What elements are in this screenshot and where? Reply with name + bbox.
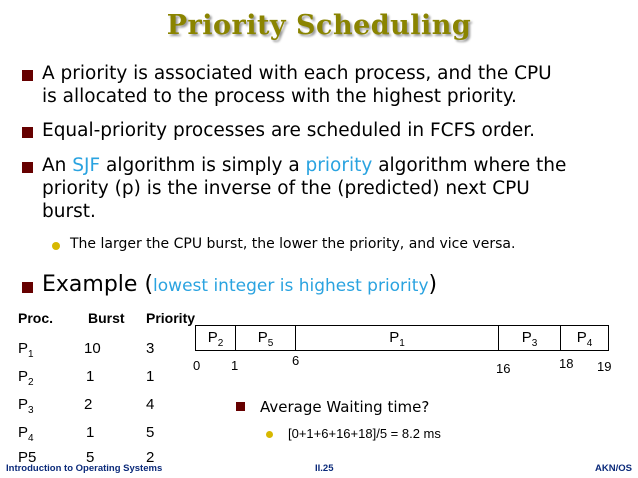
average-waiting-time-label: Average Waiting time? xyxy=(260,398,430,416)
bullet-3-text-a: An xyxy=(42,155,73,176)
gantt-cell xyxy=(499,326,561,350)
gantt-subscript: 5 xyxy=(267,338,274,349)
bullet-3-text-c: algorithm where the xyxy=(372,155,567,176)
example-note: lowest integer is highest priority xyxy=(153,276,429,296)
header-priority: Priority xyxy=(146,310,196,326)
sjf-highlight: SJF xyxy=(72,155,101,176)
row-burst: 5 xyxy=(86,449,95,466)
row-priority: 3 xyxy=(146,340,155,357)
waiting-time-calculation: [0+1+6+16+18]/5 = 8.2 ms xyxy=(288,426,441,441)
proc-name: P xyxy=(18,340,29,357)
gantt-tick: 19 xyxy=(597,359,612,374)
row-burst: 1 xyxy=(86,424,95,441)
sub-bullet: The larger the CPU burst, the lower the priority, and vice versa. xyxy=(70,236,516,252)
gantt-cell xyxy=(561,326,608,350)
bullet-3-line1 xyxy=(42,154,622,177)
gantt-cell xyxy=(196,326,236,350)
bullet-square-icon xyxy=(22,127,33,138)
proc-name: P5 xyxy=(18,449,37,466)
bullet-3-line3: burst. xyxy=(42,201,96,222)
bullet-square-icon xyxy=(22,162,33,173)
gantt-subscript: 4 xyxy=(586,338,593,349)
slide-title: Priority Scheduling xyxy=(166,10,472,41)
gantt-tick: 6 xyxy=(292,353,300,368)
proc-subscript: 4 xyxy=(28,433,34,444)
gantt-proc: P xyxy=(389,329,400,346)
bullet-1 xyxy=(42,62,622,108)
proc-name: P xyxy=(18,424,29,441)
priority-highlight: priority xyxy=(305,155,373,176)
gantt-proc: P xyxy=(207,329,218,346)
bullet-1-line2: is allocated to the process with the highest priority. xyxy=(42,86,517,107)
row-proc xyxy=(18,368,34,388)
proc-subscript: 3 xyxy=(28,405,34,416)
sub-bullet-dot-icon xyxy=(266,431,273,438)
footer-page-number: II.25 xyxy=(315,463,334,474)
gantt-chart xyxy=(195,325,609,351)
gantt-proc: P xyxy=(257,329,268,346)
row-proc xyxy=(18,340,34,360)
example-open-paren: ( xyxy=(144,272,154,297)
row-proc xyxy=(18,424,34,444)
gantt-proc: P xyxy=(521,329,532,346)
bullet-1-line1: A priority is associated with each process, and the CPU xyxy=(42,63,552,84)
gantt-cell xyxy=(236,326,296,350)
footer-author: AKN/OS xyxy=(595,463,632,474)
bullet-2: Equal-priority processes are scheduled in FCFS order. xyxy=(42,120,536,141)
gantt-tick: 1 xyxy=(231,358,239,373)
bullet-3-line2: priority (p) is the inverse of the (predicted) next CPU xyxy=(42,178,530,199)
row-burst: 2 xyxy=(84,396,93,413)
bullet-3-text-b: algorithm is simply a xyxy=(100,155,306,176)
gantt-subscript: 1 xyxy=(399,338,405,349)
bullet-square-icon xyxy=(22,70,33,81)
example-line xyxy=(42,272,437,297)
gantt-subscript: 3 xyxy=(531,338,538,349)
bullet-square-icon xyxy=(22,282,33,293)
proc-name: P xyxy=(18,396,29,413)
header-proc: Proc. xyxy=(18,310,54,326)
gantt-tick: 18 xyxy=(559,356,574,371)
header-burst: Burst xyxy=(88,310,125,326)
proc-name: P xyxy=(18,368,29,385)
gantt-cell xyxy=(296,326,499,350)
gantt-subscript: 2 xyxy=(217,338,224,349)
row-priority: 1 xyxy=(146,368,155,385)
proc-subscript: 2 xyxy=(28,377,34,388)
bullet-square-icon xyxy=(236,402,245,411)
row-burst: 10 xyxy=(84,340,101,357)
gantt-tick: 0 xyxy=(193,358,201,373)
proc-subscript: 1 xyxy=(28,349,34,360)
row-priority: 5 xyxy=(146,424,155,441)
example-label: Example xyxy=(42,272,138,297)
footer-course: Introduction to Operating Systems xyxy=(6,463,163,474)
gantt-proc: P xyxy=(576,329,587,346)
bullet-3 xyxy=(42,154,622,223)
row-priority: 2 xyxy=(146,449,155,466)
sub-bullet-dot-icon xyxy=(52,242,60,250)
row-burst: 1 xyxy=(86,368,95,385)
example-close-paren: ) xyxy=(428,272,438,297)
row-priority: 4 xyxy=(146,396,155,413)
gantt-tick: 16 xyxy=(496,361,511,376)
row-proc xyxy=(18,396,34,416)
